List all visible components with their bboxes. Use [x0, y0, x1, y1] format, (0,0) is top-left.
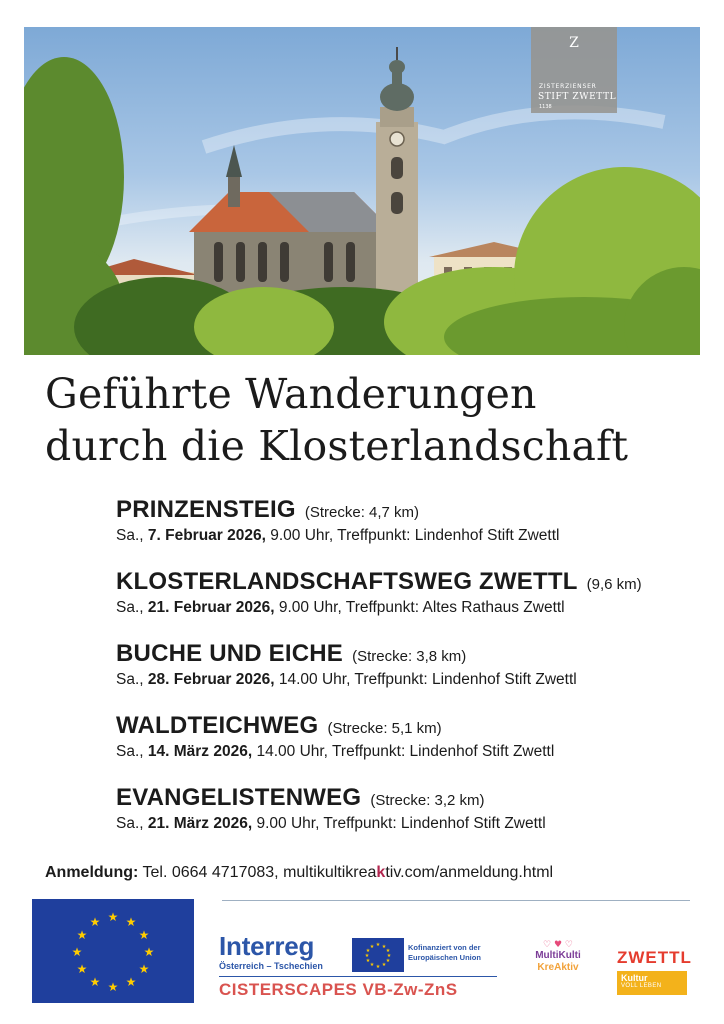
- title-line-1: Geführte Wanderungen: [45, 370, 537, 418]
- svg-text:★: ★: [143, 945, 155, 959]
- logo-line-year: 1138: [539, 104, 552, 110]
- svg-text:★: ★: [138, 928, 150, 942]
- event-date: 28. Februar 2026,: [147, 671, 275, 688]
- title-line-2: durch die Klosterlandschaft: [45, 422, 629, 470]
- svg-text:★: ★: [107, 910, 119, 924]
- cofinanced-label: Kofinanziert von der Europäischen Union: [408, 943, 481, 962]
- event-name: PRINZENSTEIG: [116, 496, 296, 523]
- event-day: Sa.,: [116, 671, 144, 688]
- svg-text:★: ★: [381, 944, 387, 950]
- svg-text:★: ★: [365, 958, 371, 964]
- svg-text:★: ★: [71, 945, 83, 959]
- svg-text:★: ★: [89, 915, 101, 929]
- zwettl-kultur-logo: [617, 948, 692, 996]
- svg-text:★: ★: [385, 948, 391, 954]
- multikulti-line-2: KreAktiv: [537, 962, 579, 973]
- zwettl-letters: ZWETTL: [617, 948, 692, 967]
- svg-text:★: ★: [76, 962, 88, 976]
- svg-text:★: ★: [125, 915, 137, 929]
- svg-text:★: ★: [89, 975, 101, 989]
- svg-text:★: ★: [386, 953, 392, 959]
- event-name: EVANGELISTENWEG: [116, 784, 362, 811]
- event-details: [116, 671, 716, 689]
- event-time-place: 9.00 Uhr, Treffpunkt: Altes Rathaus Zwettl: [278, 599, 565, 616]
- event-item: [116, 712, 716, 784]
- registration-label: Anmeldung:: [45, 864, 139, 881]
- svg-text:★: ★: [364, 953, 370, 959]
- event-details: [116, 527, 716, 545]
- svg-text:★: ★: [385, 958, 391, 964]
- event-item: [116, 640, 716, 712]
- event-distance: (Strecke: 5,1 km): [327, 720, 442, 737]
- event-heading: [116, 496, 716, 526]
- stift-zwettl-logo: [531, 27, 617, 113]
- zwettl-kultur: Kultur: [621, 973, 648, 983]
- svg-text:★: ★: [369, 944, 375, 950]
- svg-text:★: ★: [375, 942, 381, 948]
- url-part-1: multikultikrea: [283, 864, 377, 881]
- svg-text:★: ★: [375, 964, 381, 970]
- multikulti-logo: [527, 940, 589, 996]
- svg-text:★: ★: [76, 928, 88, 942]
- svg-text:★: ★: [138, 962, 150, 976]
- registration-phone[interactable]: Tel. 0664 4717083,: [142, 864, 279, 881]
- eu-stars-icon: [32, 899, 194, 1003]
- svg-text:★: ★: [125, 975, 137, 989]
- logo-line-zisterzienser: ZISTERZIENSER: [539, 83, 597, 90]
- svg-text:★: ★: [365, 948, 371, 954]
- event-distance: (Strecke: 4,7 km): [304, 504, 420, 521]
- event-distance: (Strecke: 3,2 km): [370, 792, 485, 809]
- interreg-subtitle: Österreich – Tschechien: [219, 961, 323, 971]
- event-distance: (Strecke: 3,8 km): [352, 648, 467, 665]
- event-day: Sa.,: [116, 743, 144, 760]
- event-item: [116, 568, 716, 640]
- interreg-logo: [219, 933, 323, 971]
- event-time-place: 14.00 Uhr, Treffpunkt: Lindenhof Stift Zwettl: [256, 743, 555, 760]
- interreg-brand: Interreg: [219, 931, 315, 961]
- multikulti-line-1: MultiKulti: [535, 950, 581, 961]
- svg-text:★: ★: [369, 962, 375, 968]
- hearts-icon: ♡ ♥ ♡: [543, 940, 573, 950]
- event-name: BUCHE UND EICHE: [116, 640, 344, 667]
- event-date: 21. März 2026,: [147, 815, 253, 832]
- stift-zwettl-mark: Z: [569, 35, 579, 51]
- event-item: [116, 784, 716, 856]
- cisterscapes-label: CISTERSCAPES VB-Zw-ZnS: [219, 980, 458, 999]
- event-day: Sa.,: [116, 527, 144, 544]
- event-details: [116, 815, 716, 833]
- url-accent-letter: k: [376, 864, 386, 881]
- event-details: [116, 599, 716, 617]
- registration-line: [45, 864, 553, 882]
- event-day: Sa.,: [116, 599, 144, 616]
- zwettl-bar: [617, 971, 687, 995]
- event-details: [116, 743, 716, 761]
- event-heading: [116, 712, 716, 742]
- eu-flag-logo: [32, 899, 194, 1003]
- event-heading: [116, 568, 716, 598]
- eu-mini-stars-icon: [352, 938, 404, 972]
- event-time-place: 9.00 Uhr, Treffpunkt: Lindenhof Stift Zwettl: [256, 815, 546, 832]
- event-time-place: 14.00 Uhr, Treffpunkt: Lindenhof Stift Zwettl: [278, 671, 577, 688]
- event-date: 14. März 2026,: [147, 743, 253, 760]
- page-title: [45, 368, 685, 472]
- svg-text:★: ★: [381, 962, 387, 968]
- event-time-place: 9.00 Uhr, Treffpunkt: Lindenhof Stift Zwettl: [270, 527, 560, 544]
- registration-url[interactable]: [283, 864, 553, 881]
- event-name: WALDTEICHWEG: [116, 712, 319, 739]
- event-day: Sa.,: [116, 815, 144, 832]
- logo-divider: [219, 976, 497, 977]
- event-heading: [116, 640, 716, 670]
- event-distance: (9,6 km): [586, 576, 642, 593]
- svg-text:★: ★: [107, 980, 119, 994]
- eu-mini-flag: [352, 938, 404, 972]
- event-date: 21. Februar 2026,: [147, 599, 275, 616]
- zwettl-voll-leben: VOLL LEBEN: [621, 983, 662, 989]
- event-item: [116, 496, 716, 568]
- event-name: KLOSTERLANDSCHAFTSWEG ZWETTL: [116, 568, 578, 595]
- event-date: 7. Februar 2026,: [147, 527, 266, 544]
- divider: [222, 900, 690, 901]
- logo-line-stift-zwettl: STIFT ZWETTL: [538, 92, 617, 102]
- event-list: [116, 496, 716, 856]
- event-heading: [116, 784, 716, 814]
- url-part-2: tiv.com/anmeldung.html: [385, 864, 554, 881]
